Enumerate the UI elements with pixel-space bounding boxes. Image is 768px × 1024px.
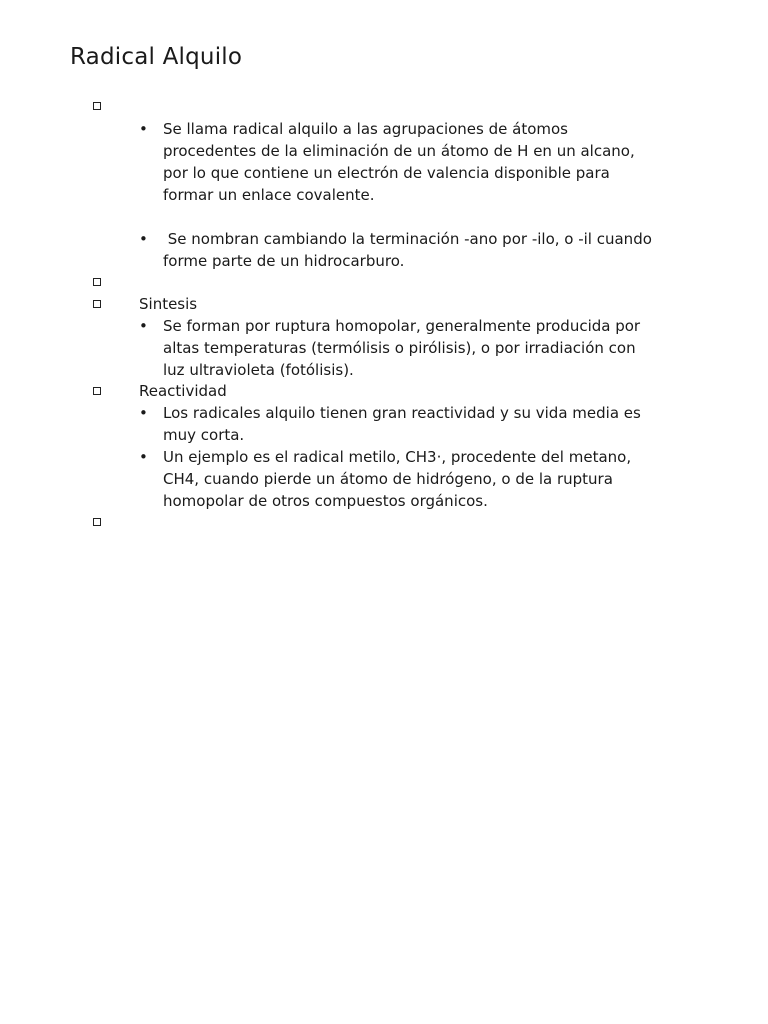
section-heading: Reactividad — [139, 382, 227, 400]
list-item-text — [163, 315, 683, 381]
bullet-dot-icon: • — [139, 404, 148, 422]
bullet-dot-icon: • — [139, 120, 148, 138]
square-bullet-icon — [93, 300, 101, 308]
list-item-text — [163, 118, 683, 206]
text-line: CH4, cuando pierde un átomo de hidrógeno, o de la ruptura — [163, 470, 613, 488]
bullet-dot-icon: • — [139, 230, 148, 248]
text-line: formar un enlace covalente. — [163, 186, 375, 204]
text-line: luz ultravioleta (fotólisis). — [163, 361, 354, 379]
list-item-text — [163, 446, 683, 512]
section-heading: Sintesis — [139, 295, 198, 313]
text-line: Los radicales alquilo tienen gran reactividad y su vida media es — [163, 404, 641, 422]
text-line: forme parte de un hidrocarburo. — [163, 252, 405, 270]
bullet-dot-icon: • — [139, 317, 148, 335]
text-line: Se nombran cambiando la terminación -ano por -ilo, o -il cuando — [163, 230, 652, 248]
text-line: altas temperaturas (termólisis o pirólisis), o por irradiación con — [163, 339, 636, 357]
square-bullet-icon — [93, 102, 101, 110]
text-line: Se llama radical alquilo a las agrupaciones de átomos — [163, 120, 568, 138]
list-item-text — [163, 402, 683, 446]
text-line: Se forman por ruptura homopolar, generalmente producida por — [163, 317, 641, 335]
text-line: procedentes de la eliminación de un átomo de H en un alcano, — [163, 142, 635, 160]
bullet-dot-icon: • — [139, 448, 148, 466]
page-title: Radical Alquilo — [70, 44, 243, 70]
square-bullet-icon — [93, 387, 101, 395]
square-bullet-icon — [93, 518, 101, 526]
square-bullet-icon — [93, 278, 101, 286]
list-item-text — [163, 228, 683, 272]
text-line: Un ejemplo es el radical metilo, CH3·, procedente del metano, — [163, 448, 632, 466]
text-line: homopolar de otros compuestos orgánicos. — [163, 492, 488, 510]
text-line: muy corta. — [163, 426, 245, 444]
text-line: por lo que contiene un electrón de valencia disponible para — [163, 164, 610, 182]
